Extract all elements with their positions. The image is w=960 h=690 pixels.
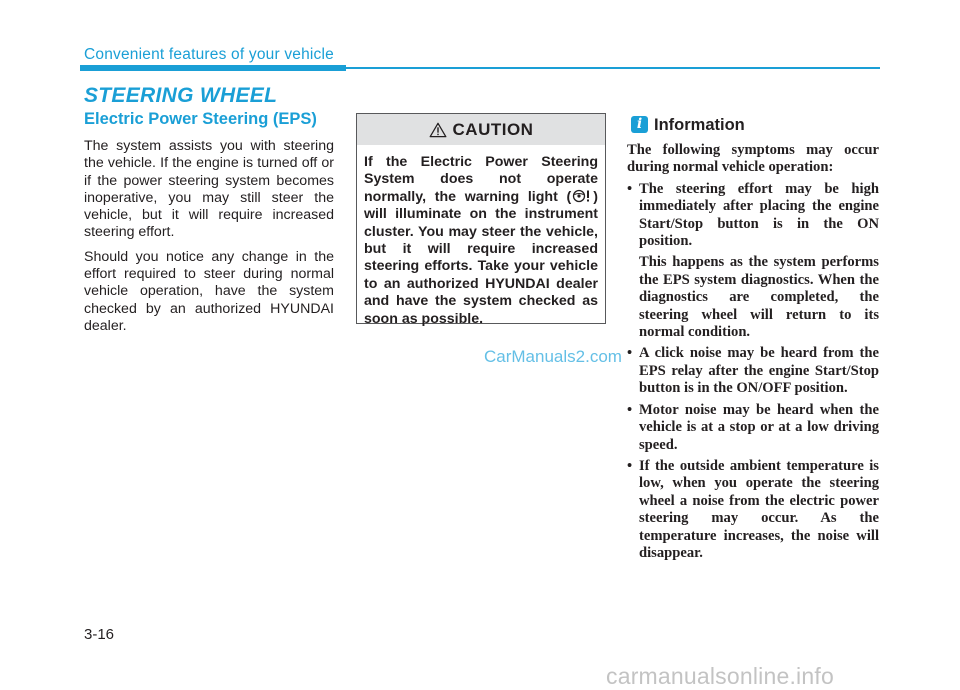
caution-text-part: If the Electric Power Steering System does not operate normally, the warning light ( bbox=[364, 154, 598, 205]
list-item bbox=[627, 345, 879, 397]
page-number: 3-16 bbox=[84, 626, 115, 643]
bullet: • bbox=[627, 345, 633, 362]
list-item-text: A click noise may be heard from the EPS relay after the engine Start/Stop button is in the ON/OFF position. bbox=[639, 345, 879, 397]
warning-triangle-icon bbox=[429, 122, 447, 138]
list-item bbox=[627, 402, 879, 454]
main-title: STEERING WHEEL bbox=[84, 84, 278, 107]
info-icon: i bbox=[631, 116, 648, 133]
list-item bbox=[627, 181, 879, 342]
paragraph: Should you notice any change in the effort required to steer during normal vehicle operation, have the system checked by an authorized HYUNDAI dealer. bbox=[84, 248, 334, 334]
list-item-extra: This happens as the system performs the EPS system diagnostics. When the diagnostics are completed, the steering wheel will return to its normal condition. bbox=[639, 254, 879, 341]
information-column bbox=[627, 142, 879, 566]
information-list bbox=[627, 181, 879, 563]
caution-box bbox=[356, 113, 606, 327]
caution-header bbox=[357, 114, 605, 145]
information-title: Information bbox=[654, 116, 745, 134]
bullet: • bbox=[627, 457, 633, 474]
body-column-left bbox=[84, 138, 334, 342]
information-intro: The following symptoms may occur during normal vehicle operation: bbox=[627, 142, 879, 176]
bullet: • bbox=[627, 180, 633, 197]
eps-warning-light-icon bbox=[572, 189, 592, 203]
list-item-text: If the outside ambient temperature is low, when you operate the steering wheel a noise from the electric power steering may occur. As the temperature increases, the noise will disappear. bbox=[639, 457, 879, 561]
list-item-text: The steering effort may be high immediately after placing the engine Start/Stop button is in the ON position. bbox=[639, 180, 879, 250]
header-rule-thick bbox=[80, 65, 346, 71]
sub-title: Electric Power Steering (EPS) bbox=[84, 110, 317, 128]
watermark-bottom: carmanualsonline.info bbox=[606, 663, 834, 689]
section-label: Convenient features of your vehicle bbox=[84, 46, 334, 63]
list-item bbox=[627, 458, 879, 562]
caution-text-part: ) will illuminate on the instrument cluster. You may steer the vehicle, but it will require increased steering efforts. Take your vehicle to an authorized HYUNDAI dealer and have the system checked as soon as possible. bbox=[364, 188, 598, 327]
watermark-top: CarManuals2.com bbox=[484, 347, 622, 366]
caution-text bbox=[364, 154, 598, 328]
header-rule-thin bbox=[346, 67, 880, 69]
list-item-text: Motor noise may be heard when the vehicle is at a stop or at a low driving speed. bbox=[639, 401, 879, 453]
caution-title: CAUTION bbox=[452, 119, 534, 139]
bullet: • bbox=[627, 401, 633, 418]
paragraph: The system assists you with steering the vehicle. If the engine is turned off or if the power steering system becomes inoperative, you may still steer the vehicle, but it will require increased steering effort. bbox=[84, 138, 334, 241]
